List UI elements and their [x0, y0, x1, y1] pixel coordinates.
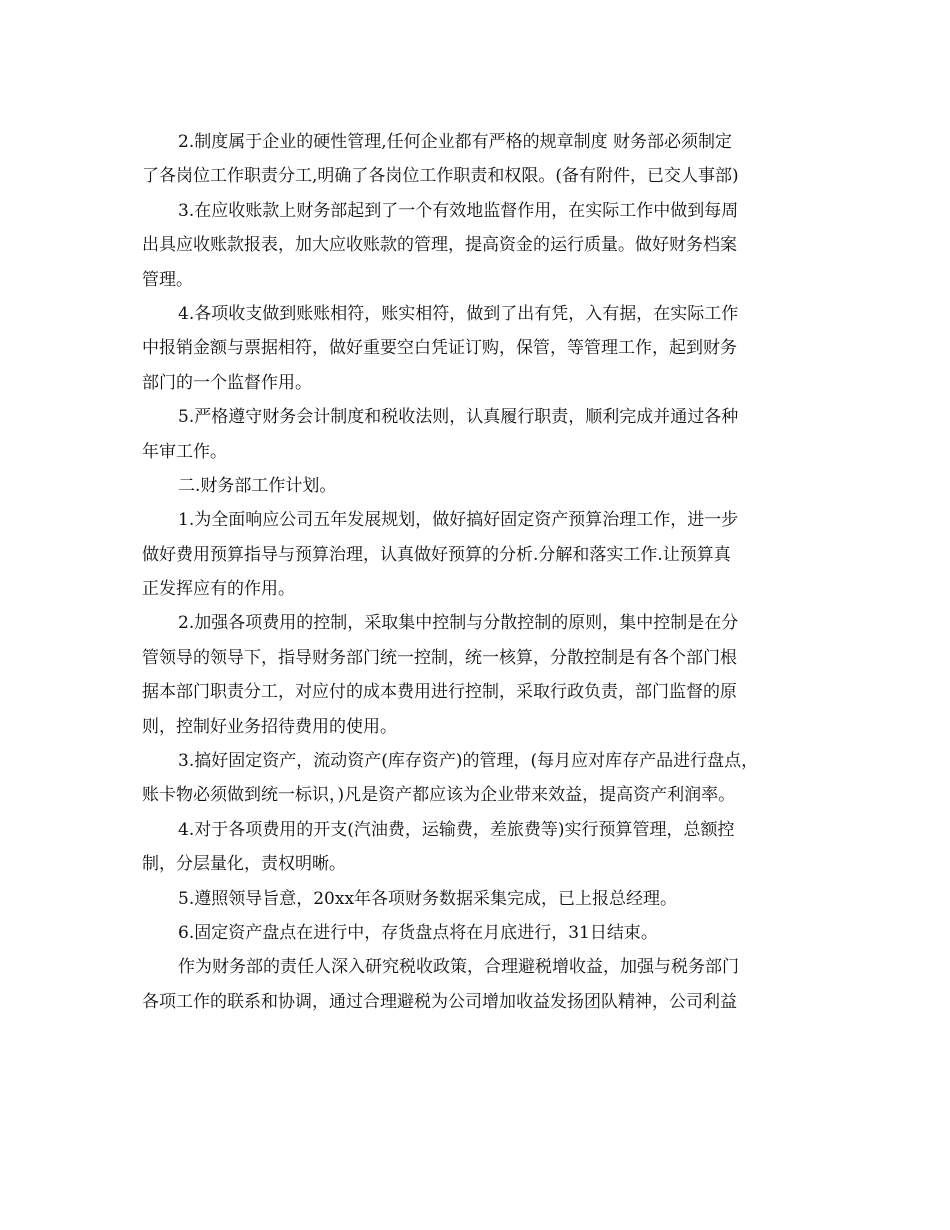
text-line: 做好费用预算指导与预算治理，认真做好预算的分析.分解和落实工作.让预算真 [142, 544, 731, 565]
text-line: 各项工作的联系和协调，通过合理避税为公司增加收益发扬团队精神，公司利益 [142, 991, 737, 1012]
text-line: 二.财务部工作计划。 [178, 475, 337, 496]
text-line: 2.制度属于企业的硬性管理,任何企业都有严格的规章制度 财务部必须制定 [178, 132, 733, 152]
text-line: 中报销金额与票据相符，做好重要空白凭证订购，保管，等管理工作，起到财务 [142, 338, 737, 359]
text-line: 1.为全面响应公司五年发展规划，做好搞好固定资产预算治理工作，进一步 [178, 510, 739, 531]
text-line: 管理。 [142, 269, 193, 290]
text-line: 3.搞好固定资产，流动资产(库存资产)的管理，(每月应对库存产品进行盘点， [178, 751, 759, 772]
text-line: 5.严格遵守财务会计制度和税收法则，认真履行职责，顺利完成并通过各种 [178, 407, 739, 428]
text-line: 正发挥应有的作用。 [142, 579, 295, 600]
text-line: 6.固定资产盘点在进行中，存货盘点将在月底进行，31日结束。 [178, 922, 658, 943]
text-line: 账卡物必须做到统一标识，)凡是资产都应该为企业带来效益，提高资产利润率。 [142, 785, 736, 806]
text-line: 年审工作。 [142, 441, 227, 462]
text-line: 2.加强各项费用的控制，采取集中控制与分散控制的原则，集中控制是在分 [178, 613, 739, 634]
text-line: 5.遵照领导旨意，20xx年各项财务数据采集完成，已上报总经理。 [178, 888, 678, 909]
text-line: 作为财务部的责任人深入研究税收政策，合理避税增收益，加强与税务部门 [178, 957, 739, 978]
text-line: 4.各项收支做到账账相符，账实相符，做到了出有凭，入有据，在实际工作 [178, 303, 739, 324]
text-line: 3.在应收账款上财务部起到了一个有效地监督作用，在实际工作中做到每周 [178, 200, 739, 221]
document-body [142, 125, 822, 1019]
text-line: 出具应收账款报表，加大应收账款的管理，提高资金的运行质量。做好财务档案 [142, 235, 737, 256]
text-line: 制，分层量化，责权明晰。 [142, 854, 346, 875]
text-line: 据本部门职责分工，对应付的成本费用进行控制，采取行政负责，部门监督的原 [142, 682, 737, 703]
text-line: 了各岗位工作职责分工,明确了各岗位工作职责和权限。(备有附件，已交人事部) [142, 166, 739, 187]
text-line: 部门的一个监督作用。 [142, 372, 312, 393]
text-line: 4.对于各项费用的开支(汽油费，运输费，差旅费等)实行预算管理，总额控 [178, 819, 735, 840]
text-line: 管领导的领导下，指导财务部门统一控制，统一核算，分散控制是有各个部门根 [142, 647, 737, 668]
text-line: 则，控制好业务招待费用的使用。 [142, 716, 397, 737]
